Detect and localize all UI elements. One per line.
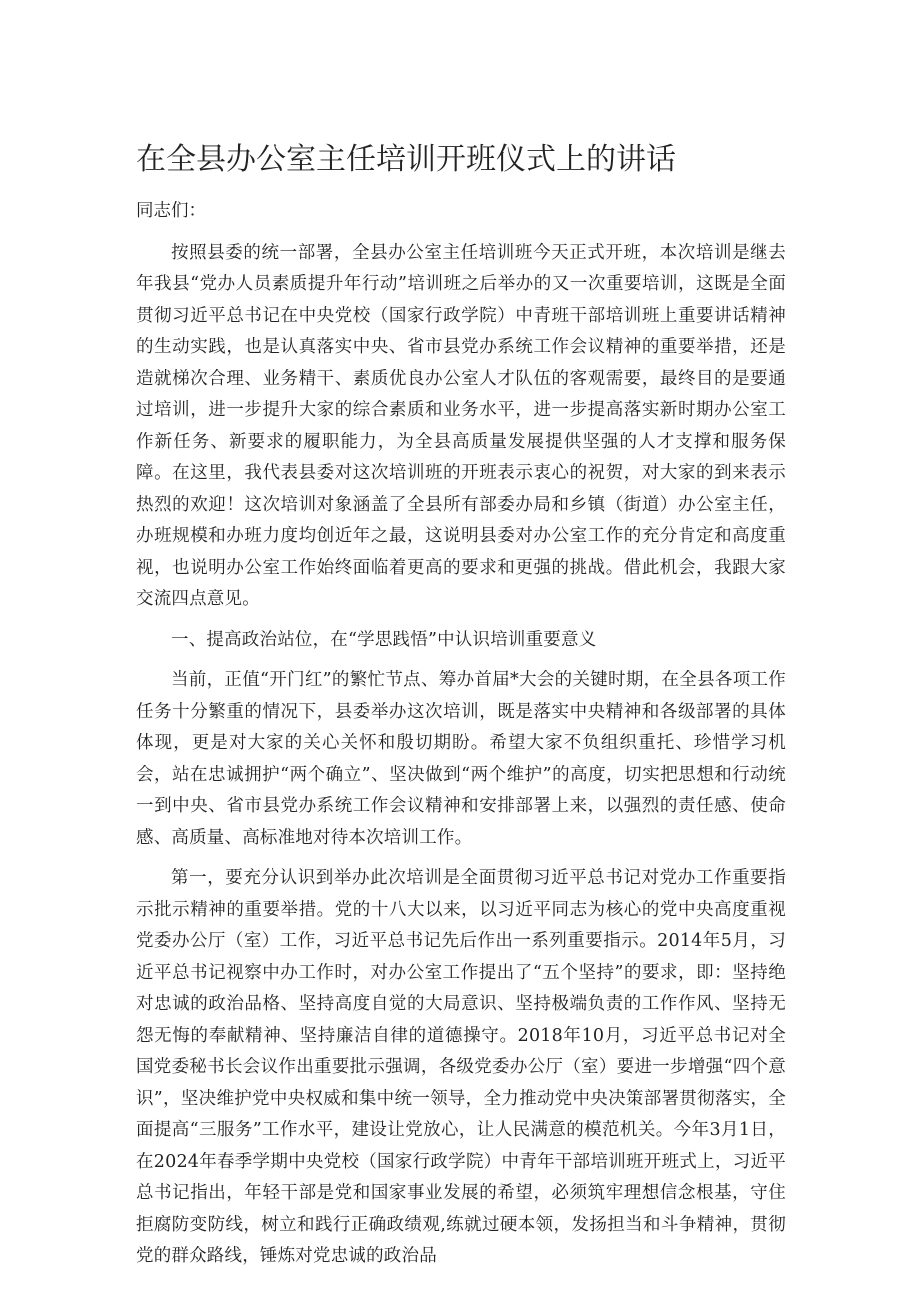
salutation: 同志们：	[136, 201, 206, 221]
section-heading-1: 一、提高政治站位，在“学思践悟”中认识培训重要意义	[171, 629, 597, 650]
paragraph-intro: 按照县委的统一部署，全县办公室主任培训班今天正式开班，本次培训是继去年我县“党办人员素质提升年行动”培训班之后举办的又一次重要培训，这既是全面贯彻习近平总书记在中央党校（国家行政学院）中青班干部培训班上重要讲话精神的生动实践，也是认真落实中央、省市县党办系统工作会议精神的重要举措，还是造就梯次合理、业务精干、素质优良办公室人才队伍的客观需要，最终目的是要通过培训，进一步提升大家的综合素质和业务水平，进一步提高落实新时期办公室工作新任务、新要求的履职能力，为全县高质量发展提供坚强的人才支撑和服务保障。在这里，我代表县委对这次培训班的开班表示衷心的祝贺，对大家的到来表示热烈的欢迎！这次培训对象涵盖了全县所有部委办局和乡镇（街道）办公室主任，办班规模和办班力度均创近年之最，这说明县委对办公室工作的充分肯定和高度重视，也说明办公室工作始终面临着更高的要求和更强的挑战。借此机会，我跟大家交流四点意见。	[136, 242, 786, 609]
paragraph-point-1: 第一，要充分认识到举办此次培训是全面贯彻习近平总书记对党办工作重要指示批示精神的重要举措。党的十八大以来，以习近平同志为核心的党中央高度重视党委办公厅（室）工作，习近平总书记先后作出一系列重要指示。2014年5月，习近平总书记视察中办工作时，对办公室工作提出了“五个坚持”的要求，即：坚持绝对忠诚的政治品格、坚持高度自觉的大局意识、坚持极端负责的工作作风、坚持无怨无悔的奉献精神、坚持廉洁自律的道德操守。2018年10月，习近平总书记对全国党委秘书长会议作出重要批示强调，各级党委办公厅（室）要进一步增强“四个意识”，坚决维护党中央权威和集中统一领导，全力推动党中央决策部署贯彻落实，全面提高“三服务”工作水平，建设让党放心，让人民满意的模范机关。今年3月1日，在2024年春季学期中央党校（国家行政学院）中青年干部培训班开班式上，习近平总书记指出，年轻干部是党和国家事业发展的希望，必须筑牢理想信念根基，守住拒腐防变防线，树立和践行正确政绩观,练就过硬本领，发扬担当和斗争精神，贯彻党的群众路线，锤炼对党忠诚的政治品	[136, 868, 786, 1266]
document-body	[136, 196, 786, 1273]
paragraph-section-1: 当前，正值“开门红”的繁忙节点、筹办首届*大会的关键时期，在全县各项工作任务十分繁重的情况下，县委举办这次培训，既是落实中央精神和各级部署的具体体现，更是对大家的关心关怀和殷切期盼。希望大家不负组织重托、珍惜学习机会，站在忠诚拥护“两个确立”、坚决做到“两个维护”的高度，切实把思想和行动统一到中央、省市县党办系统工作会议精神和安排部署上来，以强烈的责任感、使命感、高质量、高标准地对待本次培训工作。	[136, 670, 786, 848]
document-title: 在全县办公室主任培训开班仪式上的讲话	[136, 142, 676, 177]
